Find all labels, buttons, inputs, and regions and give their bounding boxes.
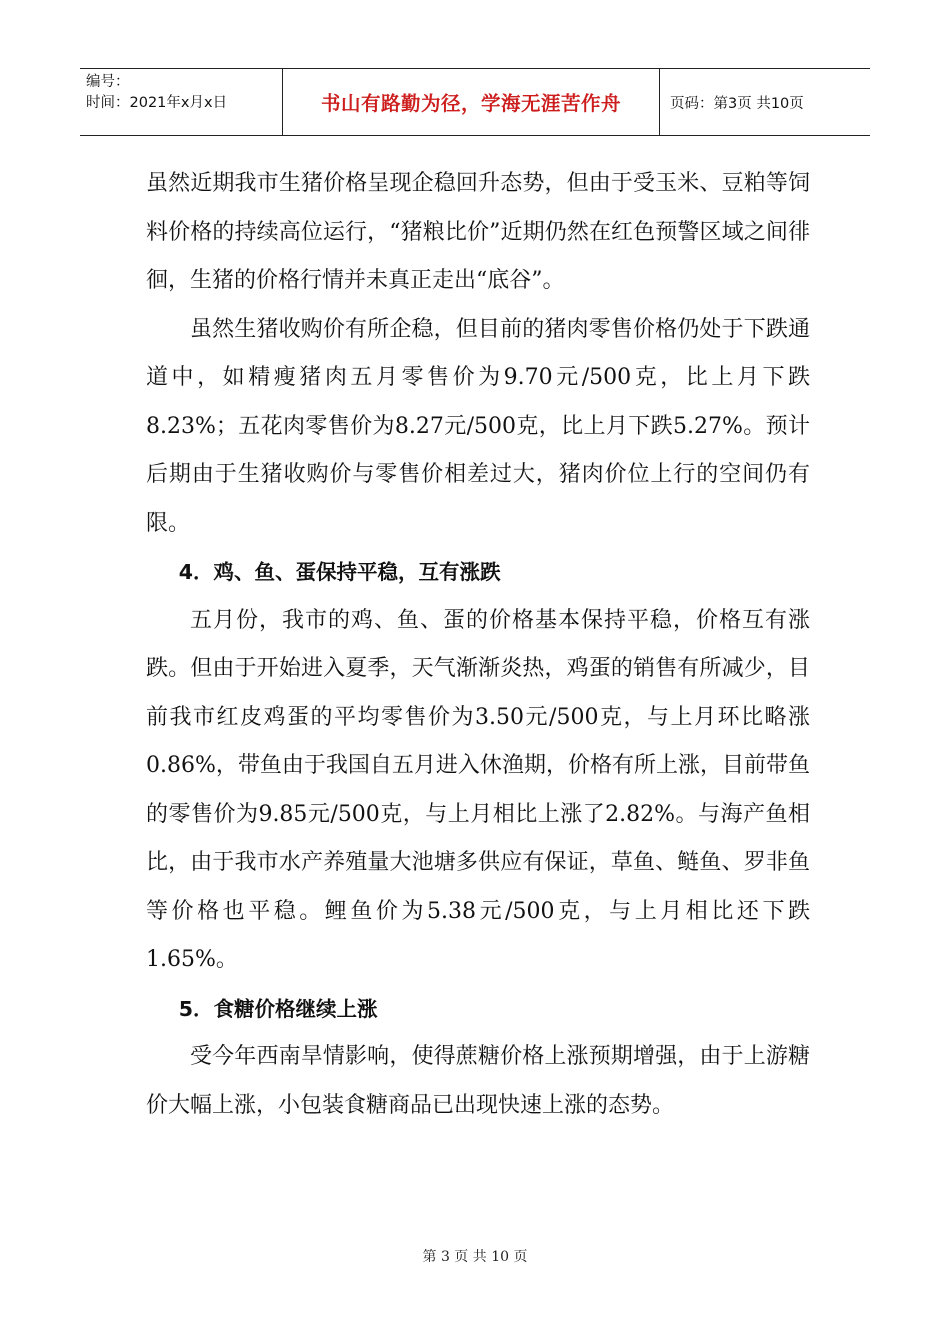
header-page-number: 页码：第3页 共10页 xyxy=(670,95,804,112)
document-body xyxy=(146,160,810,1130)
paragraph-chicken-fish-eggs: 五月份，我市的鸡、鱼、蛋的价格基本保持平稳，价格互有涨跌。但由于开始进入夏季，天气渐渐炎热，鸡蛋的销售有所减少，目前我市红皮鸡蛋的平均零售价为3.50元/500克，与上月环比略涨0.86%，带鱼由于我国自五月进入休渔期，价格有所上涨，目前带鱼的零售价为9.85元/500克，与上月相比上涨了2.82%。与海产鱼相比，由于我市水产养殖量大池塘多供应有保证，草鱼、鲢鱼、罗非鱼等价格也平稳。鲤鱼价为5.38元/500克，与上月相比还下跌1.65%。 xyxy=(146,607,810,972)
page-header xyxy=(80,68,870,136)
page-footer: 第 3 页 共 10 页 xyxy=(422,1249,528,1265)
paragraph-hog-price-trend: 虽然近期我市生猪价格呈现企稳回升态势，但由于受玉米、豆粕等饲料价格的持续高位运行，“猪粮比价”近期仍然在红色预警区域之间徘徊，生猪的价格行情并未真正走出“底谷”。 xyxy=(146,171,810,293)
paragraph-pork-retail-price: 虽然生猪收购价有所企稳，但目前的猪肉零售价格仍处于下跌通道中，如精瘦猪肉五月零售价为9.70元/500克，比上月下跌8.23%；五花肉零售价为8.27元/500克，比上月下跌5.27%。预计后期由于生猪收购价与零售价相差过大，猪肉价位上行的空间仍有限。 xyxy=(146,316,810,536)
paragraph-sugar: 受今年西南旱情影响，使得蔗糖价格上涨预期增强，由于上游糖价大幅上涨，小包装食糖商品已出现快速上涨的态势。 xyxy=(146,1044,810,1118)
document-number-label: 编号： xyxy=(86,74,130,90)
section-heading-chicken-fish-eggs: 4．鸡、鱼、蛋保持平稳，互有涨跌 xyxy=(178,560,501,584)
header-meta-cell xyxy=(80,69,283,135)
section-heading-sugar: 5．食糖价格继续上涨 xyxy=(178,996,378,1021)
document-time-label: 时间：2021年x月x日 xyxy=(86,95,228,111)
header-motto: 书山有路勤为径，学海无涯苦作舟 xyxy=(283,69,660,135)
